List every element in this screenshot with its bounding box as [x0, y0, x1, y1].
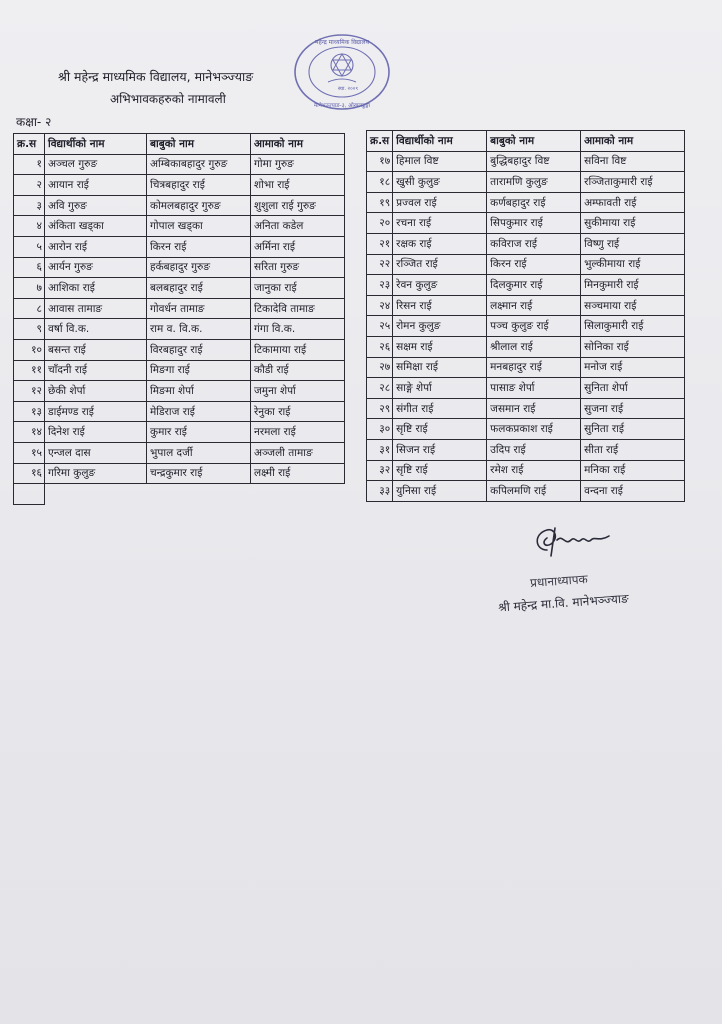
cell-mother: वन्दना राई — [581, 481, 685, 502]
cell-student: युनिसा राई — [393, 481, 487, 502]
cell-student: हिमाल विष्ट — [393, 151, 487, 172]
table-row-blank — [14, 484, 345, 505]
header-mother: आमाको नाम — [251, 134, 345, 155]
cell-mother: टिकादेवि तामाङ — [251, 298, 345, 319]
table-row — [367, 192, 685, 213]
cell-student: अञ्चल गुरुङ — [45, 154, 147, 175]
cell-sn: ४ — [14, 216, 45, 237]
cell-father: गोवर्धन तामाङ — [147, 298, 251, 319]
table-row — [367, 254, 685, 275]
cell-mother: मिनकुमारी राई — [581, 275, 685, 296]
table-row — [14, 236, 345, 257]
cell-father: दिलकुमार राई — [487, 275, 581, 296]
cell-sn: २४ — [367, 295, 393, 316]
signatory-school: श्री महेन्द्र मा.वि. मानेभञ्ज्याङ — [497, 591, 630, 615]
table-row — [14, 154, 345, 175]
header-sn: क्र.स — [14, 134, 45, 155]
cell-mother: रञ्जिताकुमारी राई — [581, 172, 685, 193]
cell-sn: ६ — [14, 257, 45, 278]
header-student: विद्यार्थीको नाम — [393, 131, 487, 152]
cell-student: रक्षक राई — [393, 233, 487, 254]
cell-mother: नरमला राई — [251, 422, 345, 443]
cell-student: डाईमण्ड राई — [45, 401, 147, 422]
cell-sn: ११ — [14, 360, 45, 381]
table-row — [14, 278, 345, 299]
cell-mother: गंगा वि.क. — [251, 319, 345, 340]
cell-mother: सुनिता राई — [581, 419, 685, 440]
cell-student: रेवन कुलुङ — [393, 275, 487, 296]
cell-blank — [14, 484, 45, 505]
cell-mother: लक्ष्मी राई — [251, 463, 345, 484]
table-row — [14, 401, 345, 422]
cell-sn: ८ — [14, 298, 45, 319]
cell-father: पासाङ शेर्पा — [487, 378, 581, 399]
cell-mother: सविना विष्ट — [581, 151, 685, 172]
cell-mother: मनोज राई — [581, 357, 685, 378]
cell-mother: शोभा राई — [251, 175, 345, 196]
table-row — [14, 319, 345, 340]
table-header-row — [367, 131, 685, 152]
table-row — [367, 419, 685, 440]
table-row — [367, 233, 685, 254]
table-row — [367, 275, 685, 296]
cell-sn: २९ — [367, 398, 393, 419]
cell-sn: २७ — [367, 357, 393, 378]
cell-sn: २ — [14, 175, 45, 196]
cell-sn: २१ — [367, 233, 393, 254]
cell-father: चन्द्रकुमार राई — [147, 463, 251, 484]
table-row — [14, 442, 345, 463]
cell-sn: १८ — [367, 172, 393, 193]
cell-student: अंकिता खड्का — [45, 216, 147, 237]
table-row — [367, 398, 685, 419]
cell-mother: सोनिका राई — [581, 336, 685, 357]
cell-father: अम्बिकाबहादुर गुरुङ — [147, 154, 251, 175]
cell-mother: सञ्चमाया राई — [581, 295, 685, 316]
cell-father: मिङगा राई — [147, 360, 251, 381]
table-row — [14, 360, 345, 381]
cell-mother: सुकीमाया राई — [581, 213, 685, 234]
table-row — [14, 422, 345, 443]
cell-sn: ३३ — [367, 481, 393, 502]
cell-student: गरिमा कुलुङ — [45, 463, 147, 484]
cell-father: फलकप्रकाश राई — [487, 419, 581, 440]
cell-student: रोमन कुलुङ — [393, 316, 487, 337]
cell-student: साङ्गे शेर्पा — [393, 378, 487, 399]
cell-father: सिपकुमार राई — [487, 213, 581, 234]
seal-year-text: स्था. २००९ — [338, 86, 358, 92]
cell-father: विरबहादुर राई — [147, 339, 251, 360]
table-row — [14, 175, 345, 196]
table-row — [367, 460, 685, 481]
cell-mother: कौडी राई — [251, 360, 345, 381]
cell-sn: १० — [14, 339, 45, 360]
cell-sn: १५ — [14, 442, 45, 463]
cell-father: कविराज राई — [487, 233, 581, 254]
cell-sn: २२ — [367, 254, 393, 275]
cell-mother: शुशुला राई गुरुङ — [251, 195, 345, 216]
table-row — [367, 481, 685, 502]
cell-student: आशिका राई — [45, 278, 147, 299]
cell-father: कर्णबहादुर राई — [487, 192, 581, 213]
cell-sn: १३ — [14, 401, 45, 422]
cell-student: छेकी शेर्पा — [45, 381, 147, 402]
school-name: श्री महेन्द्र माध्यमिक विद्यालय, मानेभञ्ज्याङ — [58, 69, 254, 84]
table-row — [14, 381, 345, 402]
cell-father: कोमलबहादुर गुरुङ — [147, 195, 251, 216]
cell-student: सिजन राई — [393, 439, 487, 460]
class-label: कक्षा- २ — [16, 115, 52, 129]
header-father: बाबुको नाम — [487, 131, 581, 152]
cell-mother: मनिका राई — [581, 460, 685, 481]
cell-father: मिङमा शेर्पा — [147, 381, 251, 402]
cell-sn: २० — [367, 213, 393, 234]
cell-sn: १६ — [14, 463, 45, 484]
table-row — [14, 298, 345, 319]
cell-student: आर्यन गुरुङ — [45, 257, 147, 278]
cell-student: सृष्टि राई — [393, 460, 487, 481]
cell-student: सक्षम राई — [393, 336, 487, 357]
cell-student: संगीत राई — [393, 398, 487, 419]
cell-student: आवास तामाङ — [45, 298, 147, 319]
cell-sn: ५ — [14, 236, 45, 257]
table-row — [367, 357, 685, 378]
cell-sn: १९ — [367, 192, 393, 213]
parents-table-right — [366, 130, 685, 502]
cell-sn: ३१ — [367, 439, 393, 460]
cell-sn: ७ — [14, 278, 45, 299]
cell-mother: अनिता कडेल — [251, 216, 345, 237]
table-row — [14, 463, 345, 484]
cell-empty — [45, 484, 345, 505]
cell-student: एन्जल दास — [45, 442, 147, 463]
seal-bottom-text: मानेभञ्ज्याङ-३, ओखलढुङ्गा — [313, 103, 371, 109]
cell-mother: सुजना राई — [581, 398, 685, 419]
cell-sn: ३ — [14, 195, 45, 216]
cell-student: समिक्षा राई — [393, 357, 487, 378]
cell-father: लक्ष्मान राई — [487, 295, 581, 316]
cell-father: बलबहादुर राई — [147, 278, 251, 299]
header-sn: क्र.स — [367, 131, 393, 152]
table-row — [367, 336, 685, 357]
cell-mother: टिकामाया राई — [251, 339, 345, 360]
cell-father: हर्कबहादुर गुरुङ — [147, 257, 251, 278]
header-father: बाबुको नाम — [147, 134, 251, 155]
cell-student: आरोन राई — [45, 236, 147, 257]
cell-father: गोपाल खड्का — [147, 216, 251, 237]
table-row — [367, 172, 685, 193]
cell-father: किरन राई — [487, 254, 581, 275]
table-row — [14, 257, 345, 278]
table-row — [367, 316, 685, 337]
school-seal-stamp — [292, 32, 392, 112]
cell-student: बसन्त राई — [45, 339, 147, 360]
cell-sn: २३ — [367, 275, 393, 296]
table-row — [367, 295, 685, 316]
cell-mother: जमुना शेर्पा — [251, 381, 345, 402]
cell-father: तारामणि कुलुङ — [487, 172, 581, 193]
cell-father: मनबहादुर राई — [487, 357, 581, 378]
cell-student: रञ्जित राई — [393, 254, 487, 275]
cell-father: किरन राई — [147, 236, 251, 257]
cell-father: राम व. वि.क. — [147, 319, 251, 340]
cell-father: श्रीलाल राई — [487, 336, 581, 357]
cell-mother: गोमा गुरुङ — [251, 154, 345, 175]
table-row — [367, 439, 685, 460]
cell-student: खुसी कुलुङ — [393, 172, 487, 193]
cell-student: रिसन राई — [393, 295, 487, 316]
seal-top-text: महेन्द्र माध्यमिक विद्यालय — [314, 39, 370, 46]
table-row — [367, 213, 685, 234]
cell-mother: अर्मिना राई — [251, 236, 345, 257]
cell-father: कपिलमणि राई — [487, 481, 581, 502]
cell-father: भुपाल दर्जी — [147, 442, 251, 463]
cell-sn: १२ — [14, 381, 45, 402]
cell-father: चित्रबहादुर राई — [147, 175, 251, 196]
cell-mother: अञ्जली तामाङ — [251, 442, 345, 463]
signatory-title: प्रधानाध्यापक — [529, 572, 589, 590]
cell-sn: २८ — [367, 378, 393, 399]
cell-student: दिनेश राई — [45, 422, 147, 443]
cell-student: वर्षा वि.क. — [45, 319, 147, 340]
cell-mother: सीता राई — [581, 439, 685, 460]
table-row — [367, 378, 685, 399]
cell-mother: विष्णु राई — [581, 233, 685, 254]
cell-student: सृष्टि राई — [393, 419, 487, 440]
cell-father: कुमार राई — [147, 422, 251, 443]
cell-student: चाँदनी राई — [45, 360, 147, 381]
cell-sn: ९ — [14, 319, 45, 340]
cell-student: अवि गुरुङ — [45, 195, 147, 216]
table-row — [14, 216, 345, 237]
header-mother: आमाको नाम — [581, 131, 685, 152]
cell-sn: ३२ — [367, 460, 393, 481]
cell-sn: १४ — [14, 422, 45, 443]
cell-mother: जानुका राई — [251, 278, 345, 299]
list-title: अभिभावकहरुको नामावली — [110, 92, 226, 106]
cell-mother: भुल्कीमाया राई — [581, 254, 685, 275]
cell-mother: सुनिता शेर्पा — [581, 378, 685, 399]
table-row — [14, 339, 345, 360]
cell-student: आयान राई — [45, 175, 147, 196]
cell-father: मेडिराज राई — [147, 401, 251, 422]
cell-father: रमेश राई — [487, 460, 581, 481]
parents-table-left — [13, 133, 345, 505]
cell-mother: रेनुका राई — [251, 401, 345, 422]
cell-father: उदिप राई — [487, 439, 581, 460]
cell-sn: २६ — [367, 336, 393, 357]
cell-mother: अम्फावती राई — [581, 192, 685, 213]
cell-mother: सरिता गुरुङ — [251, 257, 345, 278]
cell-sn: १ — [14, 154, 45, 175]
cell-sn: १७ — [367, 151, 393, 172]
cell-mother: सिलाकुमारी राई — [581, 316, 685, 337]
cell-father: जसमान राई — [487, 398, 581, 419]
cell-sn: २५ — [367, 316, 393, 337]
cell-student: रचना राई — [393, 213, 487, 234]
table-row — [367, 151, 685, 172]
cell-student: प्रज्वल राई — [393, 192, 487, 213]
table-row — [14, 195, 345, 216]
cell-sn: ३० — [367, 419, 393, 440]
headteacher-signature — [525, 520, 615, 560]
cell-father: बुद्धिबहादुर विष्ट — [487, 151, 581, 172]
table-header-row — [14, 134, 345, 155]
cell-father: पञ्च कुलुङ राई — [487, 316, 581, 337]
header-student: विद्यार्थीको नाम — [45, 134, 147, 155]
